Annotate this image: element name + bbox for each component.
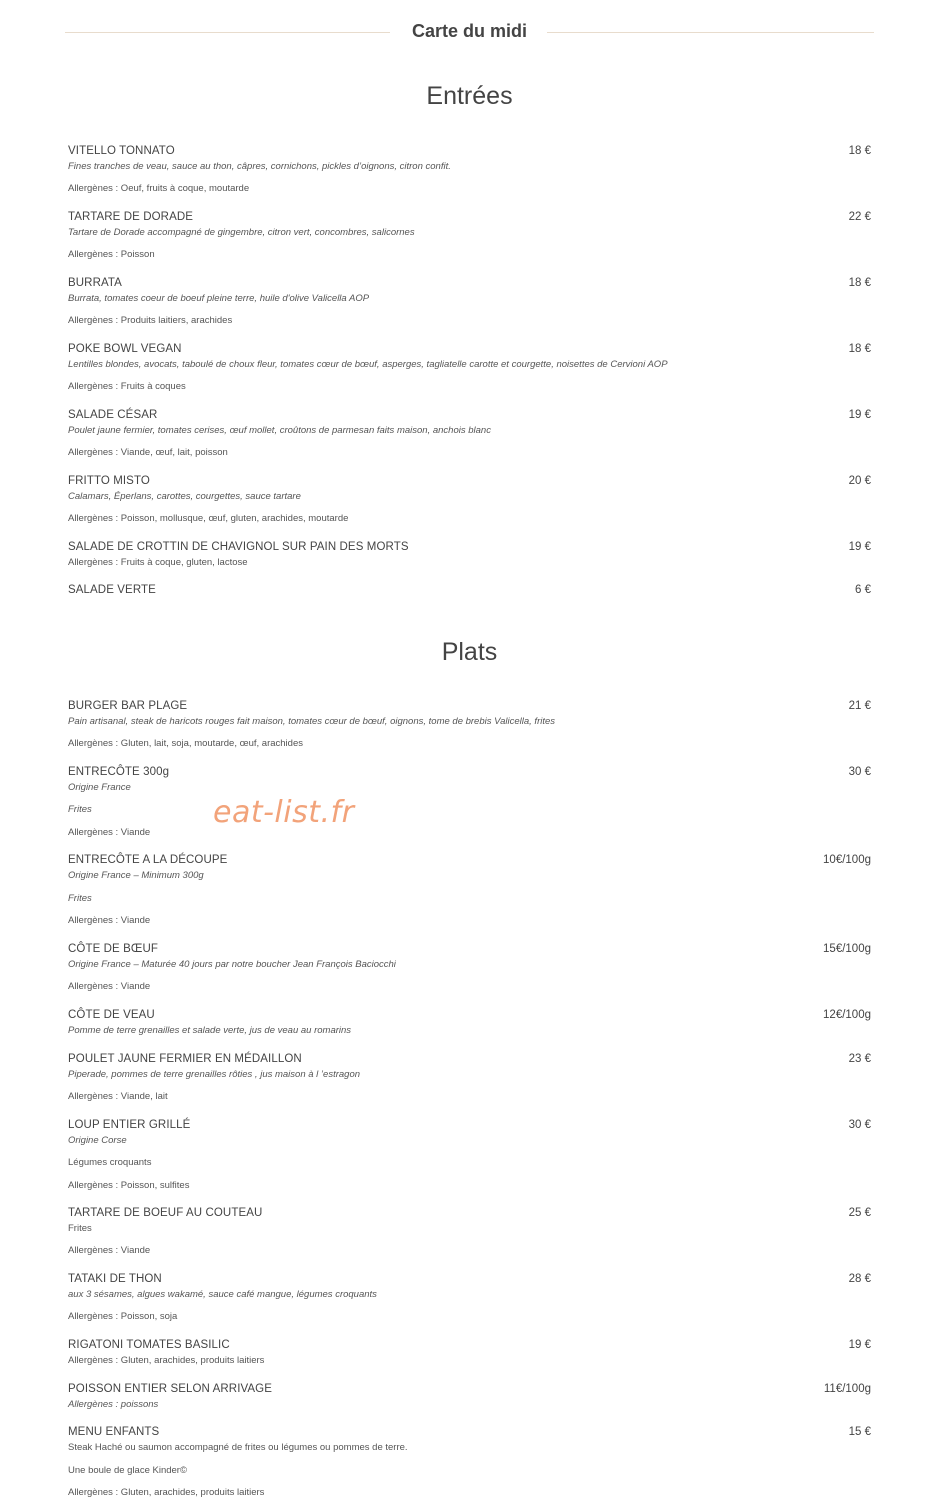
item-description: Frites — [68, 1223, 92, 1234]
item-description: Origine France – Maturée 40 jours par notre boucher Jean François Baciocchi — [68, 959, 396, 970]
menu-item — [68, 541, 871, 568]
item-name: TARTARE DE DORADE — [68, 211, 194, 223]
item-allergens: Allergènes : Gluten, lait, soja, moutarde, œuf, arachides — [68, 738, 303, 749]
item-allergens: Allergènes : Viande — [68, 981, 151, 992]
header-rule-right — [547, 32, 874, 33]
item-side: Légumes croquants — [68, 1157, 152, 1168]
menu-item — [68, 700, 871, 749]
item-name: CÔTE DE BŒUF — [68, 943, 159, 955]
section-title-plats: Plats — [441, 638, 498, 666]
menu-item — [68, 211, 871, 260]
item-name: FRITTO MISTO — [68, 475, 150, 487]
item-name: CÔTE DE VEAU — [68, 1009, 155, 1021]
item-price: 19 € — [848, 541, 871, 553]
item-allergens: Allergènes : Fruits à coques — [68, 381, 186, 392]
item-name: RIGATONI TOMATES BASILIC — [68, 1339, 230, 1351]
item-price: 15€/100g — [823, 943, 871, 955]
item-allergens: Allergènes : Poisson, sulfites — [68, 1180, 190, 1191]
item-price: 18 € — [848, 343, 871, 355]
item-side: Frites — [68, 893, 92, 904]
item-description: Steak Haché ou saumon accompagné de frites ou légumes ou pommes de terre. — [68, 1442, 408, 1453]
item-allergens: Allergènes : Viande, lait — [68, 1091, 168, 1102]
item-side: Frites — [68, 804, 92, 815]
item-allergens: Allergènes : Fruits à coque, gluten, lactose — [68, 557, 248, 568]
item-name: SALADE VERTE — [68, 584, 156, 596]
item-allergens: Allergènes : Gluten, arachides, produits laitiers — [68, 1355, 265, 1366]
item-allergens: Allergènes : Poisson, mollusque, œuf, gluten, arachides, moutarde — [68, 513, 349, 524]
menu-item — [68, 854, 871, 926]
item-price: 30 € — [848, 1119, 871, 1131]
menu-item — [68, 409, 871, 458]
item-allergens: Allergènes : Viande — [68, 1245, 151, 1256]
watermark: eat-list.fr — [213, 795, 355, 830]
item-description: Poulet jaune fermier, tomates cerises, œuf mollet, croûtons de parmesan faits maison, anchois blanc — [68, 425, 491, 436]
item-price: 19 € — [848, 409, 871, 421]
menu-item — [68, 1009, 871, 1036]
menu-item — [68, 1053, 871, 1102]
item-description: Burrata, tomates coeur de boeuf pleine terre, huile d'olive Valicella AOP — [68, 293, 370, 304]
item-price: 11€/100g — [823, 1383, 871, 1395]
item-name: TATAKI DE THON — [68, 1273, 162, 1285]
item-allergens: Allergènes : poissons — [68, 1399, 159, 1410]
item-price: 19 € — [848, 1339, 871, 1351]
item-allergens: Allergènes : Viande, œuf, lait, poisson — [68, 447, 228, 458]
item-price: 10€/100g — [823, 854, 871, 866]
item-price: 21 € — [848, 700, 871, 712]
menu-item — [68, 1119, 871, 1191]
item-price: 18 € — [848, 145, 871, 157]
item-allergens: Allergènes : Gluten, arachides, produits laitiers — [68, 1487, 265, 1498]
menu-item — [68, 584, 871, 600]
item-allergens: Allergènes : Produits laitiers, arachides — [68, 315, 233, 326]
item-name: LOUP ENTIER GRILLÉ — [68, 1119, 191, 1131]
item-description: Origine Corse — [68, 1135, 127, 1146]
item-price: 23 € — [848, 1053, 871, 1065]
item-name: SALADE DE CROTTIN DE CHAVIGNOL SUR PAIN DES MORTS — [68, 541, 409, 553]
item-description: Lentilles blondes, avocats, taboulé de choux fleur, tomates cœur de bœuf, asperges, tagliatelle carotte et courgette, noisettes de Cervioni AOP — [68, 359, 668, 370]
item-price: 6 € — [855, 584, 871, 596]
item-name: SALADE CÉSAR — [68, 409, 158, 421]
item-name: TARTARE DE BOEUF AU COUTEAU — [68, 1207, 263, 1219]
item-name: POISSON ENTIER SELON ARRIVAGE — [68, 1383, 272, 1395]
page-title: Carte du midi — [411, 21, 527, 41]
item-price: 18 € — [848, 277, 871, 289]
menu-item — [68, 145, 871, 194]
item-description: Fines tranches de veau, sauce au thon, câpres, cornichons, pickles d’oignons, citron confit. — [68, 161, 451, 172]
item-description: Origine France — [68, 782, 131, 793]
item-name: BURGER BAR PLAGE — [68, 700, 188, 712]
menu-item — [68, 343, 871, 392]
item-description: Origine France – Minimum 300g — [68, 870, 204, 881]
item-price: 28 € — [848, 1273, 871, 1285]
item-allergens: Allergènes : Poisson, soja — [68, 1311, 178, 1322]
item-allergens: Allergènes : Viande — [68, 827, 151, 838]
item-price: 30 € — [848, 766, 871, 778]
item-name: MENU ENFANTS — [68, 1426, 160, 1438]
item-price: 15 € — [848, 1426, 871, 1438]
menu-item — [68, 475, 871, 524]
menu-item — [68, 1207, 871, 1256]
section-title-entrees: Entrées — [426, 82, 513, 110]
item-description: Pain artisanal, steak de haricots rouges fait maison, tomates cœur de bœuf, oignons, tome de brebis Valicella, frites — [68, 716, 556, 727]
item-name: POULET JAUNE FERMIER EN MÉDAILLON — [68, 1053, 302, 1065]
item-name: BURRATA — [68, 277, 122, 289]
menu-item — [68, 1273, 871, 1322]
menu-header — [65, 20, 874, 44]
menu-item — [68, 943, 871, 992]
menu-item — [68, 1339, 871, 1366]
menu-item — [68, 1426, 871, 1498]
item-name: ENTRECÔTE A LA DÉCOUPE — [68, 854, 228, 866]
item-name: POKE BOWL VEGAN — [68, 343, 182, 355]
item-name: ENTRECÔTE 300g — [68, 766, 170, 778]
item-allergens: Allergènes : Oeuf, fruits à coque, moutarde — [68, 183, 250, 194]
item-side: Une boule de glace Kinder© — [68, 1465, 187, 1476]
item-price: 12€/100g — [823, 1009, 871, 1021]
item-description: Piperade, pommes de terre grenailles rôties , jus maison à l ’estragon — [68, 1069, 361, 1080]
item-allergens: Allergènes : Poisson — [68, 249, 155, 260]
item-description: Calamars, Éperlans, carottes, courgettes, sauce tartare — [68, 491, 301, 502]
item-price: 25 € — [848, 1207, 871, 1219]
item-name: VITELLO TONNATO — [68, 145, 175, 157]
item-description: Pomme de terre grenailles et salade verte, jus de veau au romarins — [68, 1025, 352, 1036]
item-price: 22 € — [848, 211, 871, 223]
item-allergens: Allergènes : Viande — [68, 915, 151, 926]
item-description: aux 3 sésames, algues wakamé, sauce café mangue, légumes croquants — [68, 1289, 377, 1300]
menu-item — [68, 1383, 871, 1410]
item-description: Tartare de Dorade accompagné de gingembre, citron vert, concombres, salicornes — [68, 227, 415, 238]
menu-item — [68, 277, 871, 326]
item-price: 20 € — [848, 475, 871, 487]
